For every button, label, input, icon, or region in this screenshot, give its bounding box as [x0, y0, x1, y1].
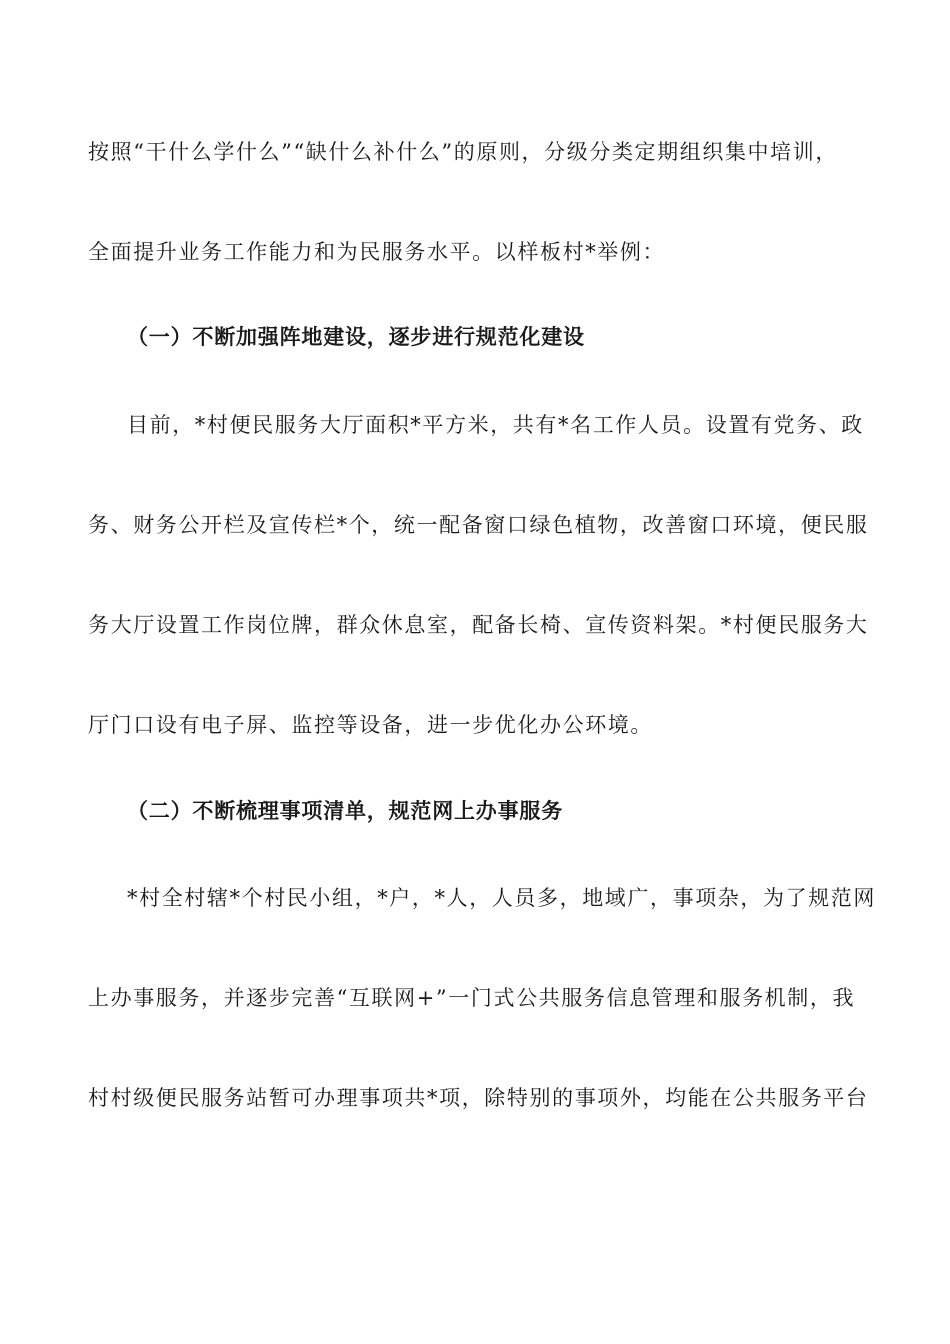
section-1-heading: （一）不断加强阵地建设，逐步进行规范化建设	[127, 324, 585, 349]
section-2-line-2: 上办事服务，并逐步完善“互联网+”一门式公共服务信息管理和服务机制，我	[88, 986, 856, 1010]
section-2-heading: （二）不断梳理事项清单，规范网上办事服务	[127, 798, 563, 823]
section-1-line-2: 务、财务公开栏及宣传栏*个，统一配备窗口绿色植物，改善窗口环境，便民服	[88, 513, 869, 537]
section-1-line-4: 厅门口设有电子屏、监控等设备，进一步优化办公环境。	[88, 713, 653, 737]
section-1-line-1: 目前，*村便民服务大厅面积*平方米，共有*名工作人员。设置有党务、政	[127, 413, 864, 437]
section-2-line-3: 村村级便民服务站暂可办理事项共*项，除特别的事项外，均能在公共服务平台	[88, 1086, 869, 1110]
intro-line-1: 按照“干什么学什么”“缺什么补什么”的原则，分级分类定期组织集中培训，	[88, 140, 838, 164]
section-2-line-1: *村全村辖*个村民小组，*户，*人，人员多，地域广，事项杂，为了规范网	[127, 886, 876, 910]
intro-line-2: 全面提升业务工作能力和为民服务水平。以样板村*举例：	[88, 240, 666, 264]
section-1-line-3: 务大厅设置工作岗位牌，群众休息室，配备长椅、宣传资料架。*村便民服务大	[88, 613, 869, 637]
